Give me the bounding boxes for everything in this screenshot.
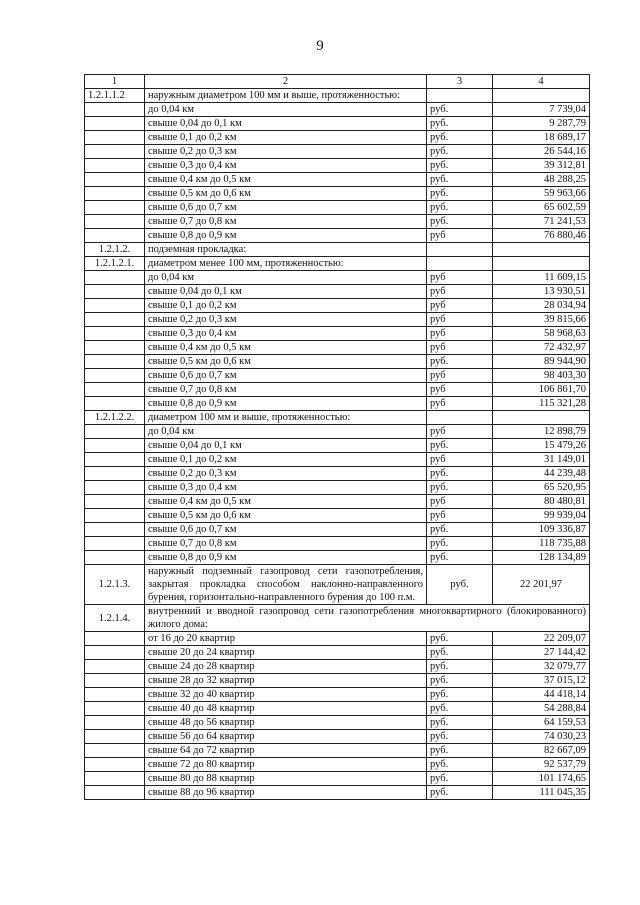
row-description: свыше 0,5 км до 0,6 км [145, 187, 427, 201]
row-description: свыше 0,04 до 0,1 км [145, 285, 427, 299]
table-row [85, 271, 590, 285]
row-unit: руб. [427, 481, 493, 495]
row-description: свыше 88 до 96 квартир [145, 786, 427, 800]
table-row [85, 299, 590, 313]
row-description: свыше 32 до 40 квартир [145, 688, 427, 702]
row-unit: руб [427, 369, 493, 383]
row-code [85, 772, 145, 786]
row-unit: руб [427, 285, 493, 299]
row-code: 1.2.1.2. [85, 243, 145, 257]
row-description: наружный подземный газопровод сети газопотребления, закрытая прокладка способом наклонно-направленного бурения, горизонтально-направленного бурения до 100 п.м. [145, 565, 427, 605]
row-price: 9 287,79 [493, 117, 590, 131]
row-code [85, 551, 145, 565]
row-unit: руб [427, 271, 493, 285]
row-unit: руб. [427, 159, 493, 173]
row-code: 1.2.1.3. [85, 565, 145, 605]
row-unit: руб. [427, 117, 493, 131]
row-unit: руб. [427, 716, 493, 730]
table-row [85, 89, 590, 103]
row-unit: руб [427, 313, 493, 327]
row-description: свыше 0,7 до 0,8 км [145, 215, 427, 229]
tariff-table [84, 74, 590, 800]
row-price: 71 241,53 [493, 215, 590, 229]
row-code [85, 201, 145, 215]
row-price: 37 015,12 [493, 674, 590, 688]
row-unit: руб. [427, 173, 493, 187]
table-row [85, 173, 590, 187]
row-code [85, 159, 145, 173]
row-unit: руб. [427, 674, 493, 688]
row-unit: руб. [427, 131, 493, 145]
row-price: 27 144,42 [493, 646, 590, 660]
table-row [85, 411, 590, 425]
row-price: 89 944,90 [493, 355, 590, 369]
row-code [85, 369, 145, 383]
row-price [493, 243, 590, 257]
column-header-3: 3 [427, 75, 493, 89]
table-row [85, 716, 590, 730]
row-description: свыше 20 до 24 квартир [145, 646, 427, 660]
row-description: свыше 0,2 до 0,3 км [145, 313, 427, 327]
row-description: свыше 0,04 до 0,1 км [145, 117, 427, 131]
row-price: 13 930,51 [493, 285, 590, 299]
table-row [85, 453, 590, 467]
row-unit: руб. [427, 660, 493, 674]
row-description: диаметром менее 100 мм, протяженностью: [145, 257, 427, 271]
row-description: диаметром 100 мм и выше, протяженностью: [145, 411, 427, 425]
row-description: свыше 0,4 км до 0,5 км [145, 495, 427, 509]
table-row [85, 744, 590, 758]
row-price: 11 609,15 [493, 271, 590, 285]
table-row [85, 187, 590, 201]
row-price: 39 312,81 [493, 159, 590, 173]
table-row [85, 758, 590, 772]
row-price: 59 963,66 [493, 187, 590, 201]
row-unit: руб. [427, 702, 493, 716]
row-unit: руб. [427, 523, 493, 537]
row-price: 31 149,01 [493, 453, 590, 467]
row-code [85, 425, 145, 439]
row-unit: руб [427, 229, 493, 243]
row-price: 98 403,30 [493, 369, 590, 383]
row-price: 44 239,48 [493, 467, 590, 481]
row-description: свыше 80 до 88 квартир [145, 772, 427, 786]
row-description: до 0,04 км [145, 425, 427, 439]
row-unit: руб [427, 495, 493, 509]
row-code [85, 355, 145, 369]
row-description: свыше 0,6 до 0,7 км [145, 523, 427, 537]
row-unit: руб [427, 397, 493, 411]
table-header-row [85, 75, 590, 89]
row-price: 82 667,09 [493, 744, 590, 758]
row-code [85, 285, 145, 299]
row-code [85, 509, 145, 523]
table-row [85, 159, 590, 173]
row-description: от 16 до 20 квартир [145, 632, 427, 646]
table-row [85, 425, 590, 439]
row-code [85, 327, 145, 341]
row-price: 32 079,77 [493, 660, 590, 674]
table-row [85, 481, 590, 495]
table-row [85, 674, 590, 688]
row-unit: руб. [427, 786, 493, 800]
row-description: свыше 72 до 80 квартир [145, 758, 427, 772]
column-header-2: 2 [145, 75, 427, 89]
row-code [85, 716, 145, 730]
row-code [85, 103, 145, 117]
table-row [85, 201, 590, 215]
row-code [85, 453, 145, 467]
row-code [85, 131, 145, 145]
row-price: 118 735,88 [493, 537, 590, 551]
row-description: свыше 0,6 до 0,7 км [145, 369, 427, 383]
row-code [85, 632, 145, 646]
table-row [85, 369, 590, 383]
table-row [85, 145, 590, 159]
table-row [85, 660, 590, 674]
row-unit: руб. [427, 103, 493, 117]
row-price: 39 815,66 [493, 313, 590, 327]
table-row [85, 285, 590, 299]
row-price: 65 520,95 [493, 481, 590, 495]
row-code [85, 173, 145, 187]
row-unit: руб. [427, 201, 493, 215]
row-unit: руб [427, 425, 493, 439]
row-unit: руб. [427, 730, 493, 744]
row-price: 74 030,23 [493, 730, 590, 744]
row-description: свыше 0,7 до 0,8 км [145, 383, 427, 397]
table-row [85, 537, 590, 551]
row-description: свыше 0,2 до 0,3 км [145, 467, 427, 481]
row-code [85, 341, 145, 355]
row-price: 106 861,70 [493, 383, 590, 397]
row-unit [427, 257, 493, 271]
table-row [85, 772, 590, 786]
table-row [85, 383, 590, 397]
row-unit: руб. [427, 537, 493, 551]
row-price: 58 968,63 [493, 327, 590, 341]
row-description: свыше 0,2 до 0,3 км [145, 145, 427, 159]
row-description: наружным диаметром 100 мм и выше, протяженностью: [145, 89, 427, 103]
row-code [85, 299, 145, 313]
row-unit: руб. [427, 215, 493, 229]
row-description: внутренний и вводной газопровод сети газопотребления многоквартирного (блокированного) жилого дома: [145, 605, 590, 632]
row-price: 72 432,97 [493, 341, 590, 355]
row-unit: руб. [427, 688, 493, 702]
row-description: свыше 0,4 км до 0,5 км [145, 341, 427, 355]
row-unit: руб. [427, 758, 493, 772]
row-price [493, 89, 590, 103]
row-price: 76 880,46 [493, 229, 590, 243]
row-price: 12 898,79 [493, 425, 590, 439]
row-code [85, 467, 145, 481]
row-price: 54 288,84 [493, 702, 590, 716]
row-unit: руб. [427, 646, 493, 660]
row-description: свыше 0,5 км до 0,6 км [145, 355, 427, 369]
table-row [85, 103, 590, 117]
row-price: 115 321,28 [493, 397, 590, 411]
row-code [85, 215, 145, 229]
row-code [85, 646, 145, 660]
row-description: свыше 64 до 72 квартир [145, 744, 427, 758]
table-row [85, 702, 590, 716]
row-code [85, 187, 145, 201]
row-unit [427, 89, 493, 103]
row-unit [427, 243, 493, 257]
row-price: 26 544,16 [493, 145, 590, 159]
row-code [85, 688, 145, 702]
row-unit: руб [427, 453, 493, 467]
row-code [85, 674, 145, 688]
row-price: 65 602,59 [493, 201, 590, 215]
row-description: свыше 0,3 до 0,4 км [145, 481, 427, 495]
row-description: до 0,04 км [145, 103, 427, 117]
table-row [85, 523, 590, 537]
table-row [85, 605, 590, 632]
row-unit: руб. [427, 187, 493, 201]
table-row [85, 117, 590, 131]
tariff-table-body [85, 75, 590, 800]
row-price: 101 174,65 [493, 772, 590, 786]
row-code [85, 758, 145, 772]
row-description: свыше 0,04 до 0,1 км [145, 439, 427, 453]
row-code: 1.2.1.2.2. [85, 411, 145, 425]
row-description: свыше 0,4 км до 0,5 км [145, 173, 427, 187]
row-code [85, 271, 145, 285]
row-price: 7 739,04 [493, 103, 590, 117]
table-row [85, 730, 590, 744]
row-price: 99 939,04 [493, 509, 590, 523]
table-row [85, 215, 590, 229]
table-row [85, 565, 590, 605]
row-description: свыше 0,8 до 0,9 км [145, 397, 427, 411]
row-code [85, 117, 145, 131]
row-price [493, 257, 590, 271]
table-row [85, 257, 590, 271]
row-code [85, 229, 145, 243]
row-code [85, 786, 145, 800]
row-code [85, 383, 145, 397]
row-description: свыше 56 до 64 квартир [145, 730, 427, 744]
row-price: 44 418,14 [493, 688, 590, 702]
row-description: свыше 0,3 до 0,4 км [145, 327, 427, 341]
row-code [85, 702, 145, 716]
row-description: свыше 40 до 48 квартир [145, 702, 427, 716]
row-unit [427, 411, 493, 425]
row-price: 111 045,35 [493, 786, 590, 800]
table-row [85, 646, 590, 660]
row-description: свыше 0,1 до 0,2 км [145, 131, 427, 145]
row-description: свыше 0,3 до 0,4 км [145, 159, 427, 173]
page-number: 9 [316, 38, 324, 54]
row-unit: руб [427, 341, 493, 355]
table-row [85, 688, 590, 702]
row-unit: руб. [427, 772, 493, 786]
row-price [493, 411, 590, 425]
row-price: 18 689,17 [493, 131, 590, 145]
column-header-4: 4 [493, 75, 590, 89]
row-description: до 0,04 км [145, 271, 427, 285]
row-unit: руб. [427, 355, 493, 369]
row-unit: руб. [427, 467, 493, 481]
row-unit: руб [427, 383, 493, 397]
table-row [85, 786, 590, 800]
row-description: свыше 0,1 до 0,2 км [145, 299, 427, 313]
table-row [85, 467, 590, 481]
row-description: свыше 0,8 до 0,9 км [145, 229, 427, 243]
row-price: 15 479,26 [493, 439, 590, 453]
row-code [85, 495, 145, 509]
row-price: 128 134,89 [493, 551, 590, 565]
row-code [85, 439, 145, 453]
row-unit: руб. [427, 439, 493, 453]
row-code [85, 145, 145, 159]
row-description: свыше 28 до 32 квартир [145, 674, 427, 688]
row-code [85, 313, 145, 327]
row-code [85, 523, 145, 537]
table-row [85, 341, 590, 355]
table-row [85, 313, 590, 327]
table-row [85, 243, 590, 257]
row-unit: руб. [427, 632, 493, 646]
row-price: 28 034,94 [493, 299, 590, 313]
row-price: 80 480,81 [493, 495, 590, 509]
table-row [85, 355, 590, 369]
table-row [85, 632, 590, 646]
row-unit: руб [427, 327, 493, 341]
table-row [85, 495, 590, 509]
row-description: подземная прокладка: [145, 243, 427, 257]
row-description: свыше 0,6 до 0,7 км [145, 201, 427, 215]
row-description: свыше 48 до 56 квартир [145, 716, 427, 730]
row-unit: руб. [427, 744, 493, 758]
row-code: 1.2.1.1.2 [85, 89, 145, 103]
table-row [85, 131, 590, 145]
table-row [85, 397, 590, 411]
row-description: свыше 24 до 28 квартир [145, 660, 427, 674]
row-unit: руб [427, 509, 493, 523]
row-price: 22 201,97 [493, 565, 590, 605]
row-price: 22 209,07 [493, 632, 590, 646]
row-description: свыше 0,5 км до 0,6 км [145, 509, 427, 523]
row-unit: руб. [427, 145, 493, 159]
row-unit: руб. [427, 551, 493, 565]
table-row [85, 509, 590, 523]
row-code [85, 397, 145, 411]
row-code: 1.2.1.4. [85, 605, 145, 632]
table-row [85, 551, 590, 565]
row-description: свыше 0,1 до 0,2 км [145, 453, 427, 467]
row-description: свыше 0,7 до 0,8 км [145, 537, 427, 551]
row-unit: руб. [427, 565, 493, 605]
row-code [85, 730, 145, 744]
row-price: 109 336,87 [493, 523, 590, 537]
table-row [85, 327, 590, 341]
table-row [85, 439, 590, 453]
row-price: 64 159,53 [493, 716, 590, 730]
row-code [85, 744, 145, 758]
row-price: 48 288,25 [493, 173, 590, 187]
row-price: 92 537,79 [493, 758, 590, 772]
column-header-1: 1 [85, 75, 145, 89]
row-unit: руб [427, 299, 493, 313]
row-code: 1.2.1.2.1. [85, 257, 145, 271]
row-code [85, 537, 145, 551]
row-code [85, 660, 145, 674]
row-description: свыше 0,8 до 0,9 км [145, 551, 427, 565]
row-code [85, 481, 145, 495]
table-row [85, 229, 590, 243]
